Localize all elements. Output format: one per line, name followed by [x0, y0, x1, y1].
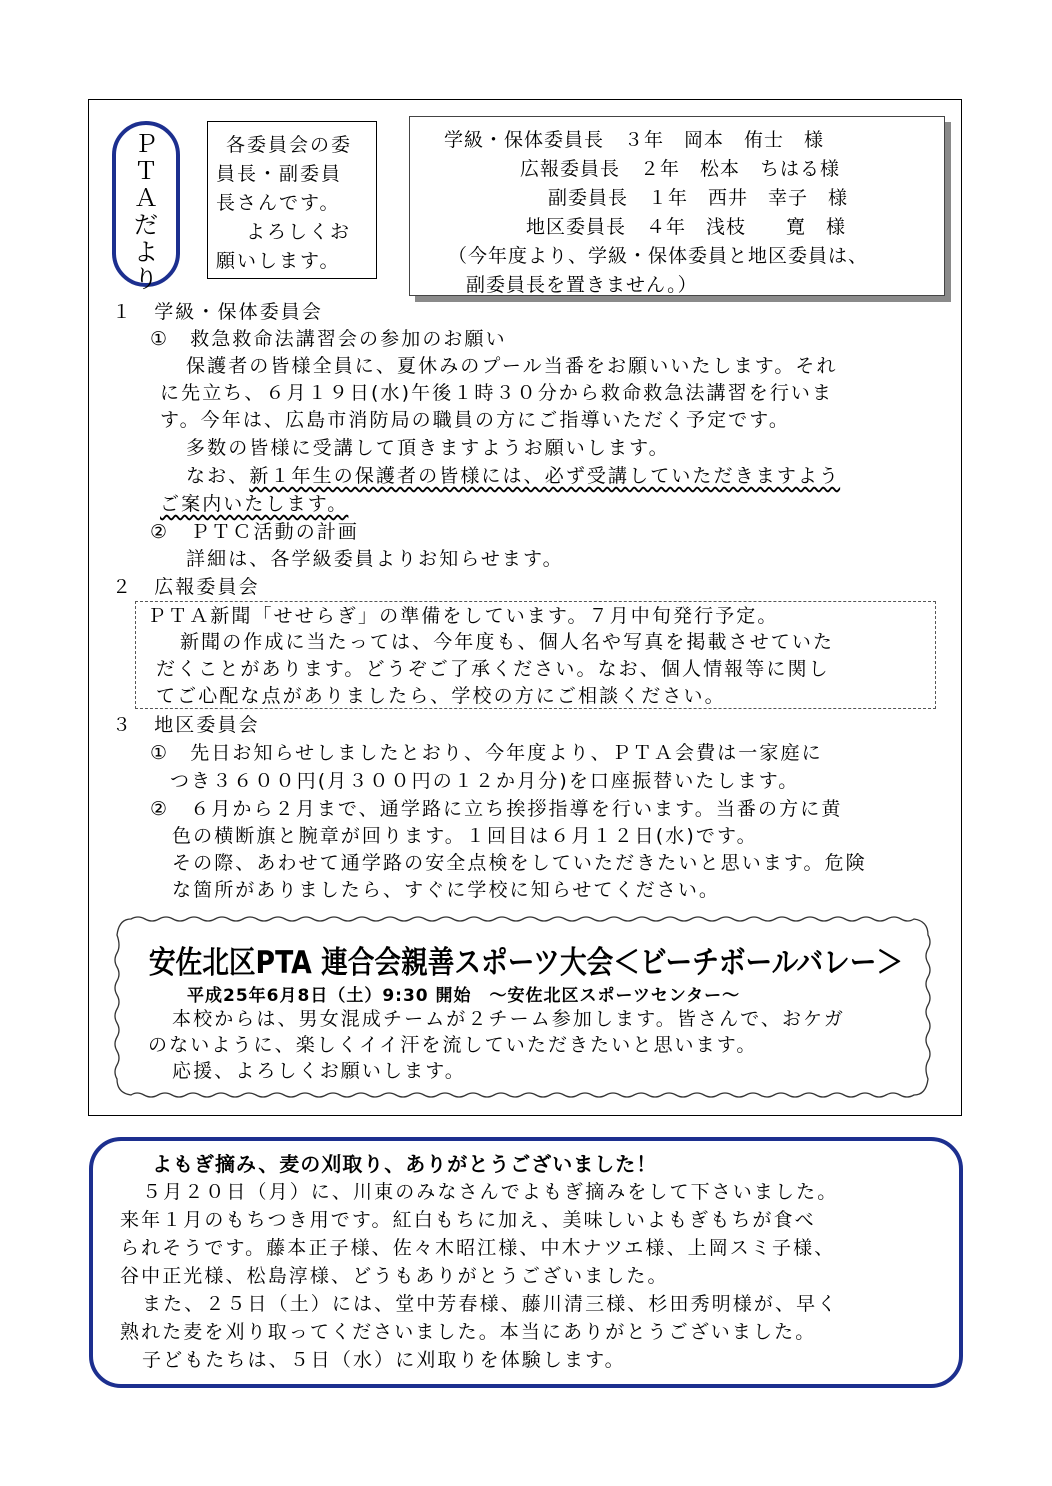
- section2-text-line: だくことがあります。どうぞご了承ください。なお、個人情報等に関し: [156, 658, 830, 680]
- event-text-line: 本校からは、男女混成チームが２チーム参加します。皆さんで、おケガ: [172, 1008, 845, 1030]
- section3-text-line: ① 先日お知らせしましたとおり、今年度より、ＰＴＡ会費は一家庭に: [150, 742, 823, 764]
- section1-note-line2: ご案内いたします。: [160, 493, 349, 515]
- thanks-text-line: 谷中正光様、松島淳様、どうもありがとうございました。: [120, 1265, 669, 1287]
- section1-text-line: に先立ち、６月１９日(水)午後１時３０分から救命救急法講習を行いま: [160, 382, 834, 404]
- section1-item2-heading: ② ＰＴＣ活動の計画: [150, 521, 360, 543]
- section1-item1-heading: ① 救急救命法講習会の参加のお願い: [150, 328, 507, 350]
- section3-text-line: 色の横断旗と腕章が回ります。１回目は６月１２日(水)です。: [172, 825, 758, 847]
- thanks-text-line: 熟れた麦を刈り取ってくださいました。本当にありがとうございました。: [120, 1321, 817, 1343]
- title-char: Ｔ: [134, 157, 158, 185]
- event-text-line: 応援、よろしくお願いします。: [172, 1060, 466, 1082]
- section1-note-line: [186, 464, 840, 488]
- title-char: Ｐ: [134, 130, 158, 158]
- newsletter-title: [116, 131, 176, 293]
- roster-line: （今年度より、学級・保体委員と地区委員は、: [448, 245, 869, 267]
- newsletter-title-oval: [112, 121, 180, 293]
- section1-heading: １ 学級・保体委員会: [112, 301, 324, 323]
- note-prefix: なお、: [186, 465, 250, 487]
- section1-text-line: す。今年は、広島市消防局の職員の方にご指導いただく予定です。: [160, 409, 790, 431]
- section2-text-line: ＰＴＡ新聞「せせらぎ」の準備をしています。７月中旬発行予定。: [147, 605, 779, 627]
- greeting-line: 願いします。: [216, 250, 341, 272]
- section1-text-line: 保護者の皆様全員に、夏休みのプール当番をお願いいたします。それ: [186, 355, 838, 377]
- section3-text-line: な箇所がありましたら、すぐに学校に知らせてください。: [172, 879, 721, 901]
- thanks-text-line: られそうです。藤本正子様、佐々木昭江様、中木ナツエ様、上岡スミ子様、: [120, 1237, 836, 1259]
- roster-line: 広報委員長 ２年 松本 ちはる様: [520, 158, 841, 180]
- thanks-text-line: 来年１月のもちつき用です。紅白もちに加え、美味しいよもぎもちが食べ: [120, 1209, 816, 1231]
- section3-text-line: つき３６００円(月３００円の１２か月分)を口座振替いたします。: [170, 770, 800, 792]
- event-date: 平成25年6月8日（土）9:30 開始 ～安佐北区スポーツセンター～: [187, 986, 741, 1006]
- thanks-text-line: ５月２０日（月）に、川東のみなさんでよもぎ摘みをして下さいました。: [142, 1181, 839, 1203]
- title-char: よ: [134, 238, 158, 266]
- event-title: 安佐北区PTA 連合会親善スポーツ大会＜ビーチボールバレー＞: [148, 945, 904, 981]
- section2-text-line: てご心配な点がありましたら、学校の方にご相談ください。: [156, 685, 726, 707]
- greeting-line: 各委員会の委: [226, 134, 353, 156]
- greeting-line: 員長・副委員: [216, 163, 343, 185]
- section2-heading: ２ 広報委員会: [112, 576, 260, 598]
- event-text-line: のないように、楽しくイイ汗を流していただきたいと思います。: [148, 1034, 758, 1056]
- section1-text-line: 多数の皆様に受講して頂きますようお願いします。: [186, 437, 670, 459]
- roster-line: 副委員長 １年 西井 幸子 様: [548, 187, 849, 209]
- section2-text-line: 新聞の作成に当たっては、今年度も、個人名や写真を掲載させていた: [180, 631, 835, 653]
- title-char: Ａ: [134, 184, 158, 212]
- section3-text-line: ② ６月から２月まで、通学路に立ち挨拶指導を行います。当番の方に黄: [150, 798, 843, 820]
- thanks-title: よもぎ摘み、麦の刈取り、ありがとうございました！: [152, 1152, 658, 1176]
- title-char: だ: [134, 211, 158, 239]
- roster-line: 地区委員長 ４年 浅枝 寛 様: [526, 216, 847, 238]
- roster-line: 学級・保体委員長 ３年 岡本 侑士 様: [444, 129, 825, 151]
- section3-heading: ３ 地区委員会: [112, 714, 260, 736]
- committee-roster-box: [409, 116, 945, 296]
- thanks-text-line: また、２５日（土）には、堂中芳春様、藤川清三様、杉田秀明様が、早く: [142, 1293, 839, 1315]
- roster-line: 副委員長を置きません。）: [466, 274, 698, 296]
- greeting-line: 長さんです。: [216, 192, 341, 214]
- section1-item2-text: 詳細は、各学級委員よりお知らせます。: [186, 548, 564, 570]
- section3-text-line: その際、あわせて通学路の安全点検をしていただきたいと思います。危険: [172, 852, 867, 874]
- title-char: り: [134, 265, 158, 293]
- greeting-line: よろしくお: [246, 221, 352, 243]
- note-underlined: 新１年生の保護者の皆様には、必ず受講していただきますよう: [249, 465, 841, 487]
- thanks-text-line: 子どもたちは、５日（水）に刈取りを体験します。: [142, 1349, 626, 1371]
- greeting-box: [207, 121, 377, 279]
